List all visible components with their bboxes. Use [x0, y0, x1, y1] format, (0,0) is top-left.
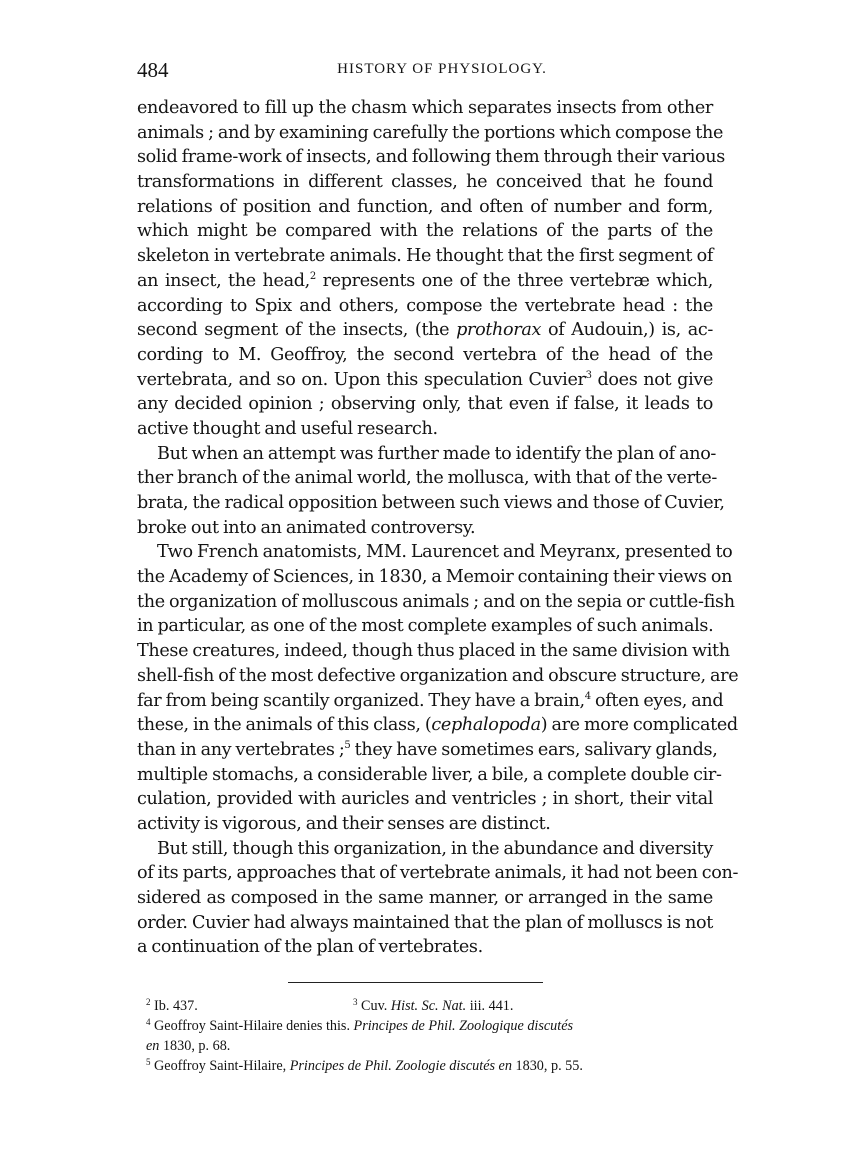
running-head: HISTORY OF PHYSIOLOGY.: [337, 61, 547, 77]
text-line: Two French anatomists, MM. Laurencet and Meyranx, presented to: [157, 542, 733, 563]
text-line: any decided opinion ; observing only, that even if false, it leads to: [137, 394, 713, 415]
footnote-divider: [288, 982, 543, 983]
text-line: order. Cuvier had always maintained that the plan of molluscs is not: [137, 912, 713, 933]
footnote-4-continued: en 1830, p. 68.: [146, 1038, 231, 1054]
footnote-ref: 3: [585, 369, 592, 381]
text-line: broke out into an animated controversy.: [137, 517, 476, 538]
page-header: [137, 58, 713, 84]
footnote-5: $^5$ Geoffroy Saint-Hilaire, Principes de Phil. Zoologie discutés en 1830, p. 55.: [146, 1057, 583, 1074]
footnote-ref: 5: [344, 739, 351, 751]
text-line: second segment of the insects, (the prothorax of Audouin,) is, ac-: [137, 320, 713, 341]
footnote-ref: 2: [309, 270, 316, 282]
text-line: according to Spix and others, compose the vertebrate head : the: [137, 295, 713, 316]
text-line: vertebrata, and so on. Upon this speculation Cuvier$^3$ does not give: [137, 369, 713, 390]
text-line: But still, though this organization, in the abundance and diversity: [157, 838, 713, 859]
text-line: of its parts, approaches that of vertebrate animals, it had not been con-: [137, 863, 739, 884]
text-line: But when an attempt was further made to identify the plan of ano-: [157, 443, 717, 464]
page-number: 484: [137, 58, 169, 82]
text-line: which might be compared with the relations of the parts of the: [137, 221, 713, 242]
footnote-ref: 4: [584, 690, 591, 702]
text-line: culation, provided with auricles and ventricles ; in short, their vital: [137, 789, 713, 810]
italic-term: cephalopoda: [431, 715, 541, 736]
footnote-3: $^3$ Cuv. Hist. Sc. Nat. iii. 441.: [353, 997, 514, 1014]
text-line: in particular, as one of the most complete examples of such animals.: [137, 616, 714, 637]
body-text: [137, 96, 739, 960]
text-line: sidered as composed in the same manner, or arranged in the same: [137, 888, 713, 908]
text-line: ther branch of the animal world, the mollusca, with that of the verte-: [137, 468, 718, 489]
italic-term: prothorax: [456, 320, 542, 341]
text-line: the organization of molluscous animals ; and on the sepia or cuttle-fish: [137, 591, 735, 612]
text-line: activity is vigorous, and their senses are distinct.: [137, 813, 551, 834]
footnotes: [146, 996, 696, 1076]
text-line: an insect, the head,$^2$ represents one of the three vertebræ which,: [137, 270, 713, 291]
footnote-2: $^2$ Ib. 437.: [146, 997, 198, 1014]
text-line: solid frame-work of insects, and following them through their various: [137, 147, 725, 168]
text-line: far from being scantily organized. They have a brain,$^4$ often eyes, and: [137, 690, 724, 711]
text-line: animals ; and by examining carefully the portions which compose the: [137, 122, 724, 143]
text-line: multiple stomachs, a considerable liver, a bile, a complete double cir-: [137, 764, 722, 785]
text-line: these, in the animals of this class, (cephalopoda) are more complicated: [137, 715, 738, 736]
text-line: a continuation of the plan of vertebrates.: [137, 937, 483, 958]
text-line: the Academy of Sciences, in 1830, a Memoir containing their views on: [137, 567, 733, 588]
text-line: relations of position and function, and often of number and form,: [137, 196, 713, 217]
text-line: active thought and useful research.: [137, 418, 438, 439]
text-line: than in any vertebrates ;$^5$ they have sometimes ears, salivary glands,: [137, 739, 718, 760]
footnote-row: [146, 996, 696, 1016]
text-line: These creatures, indeed, though thus placed in the same division with: [137, 641, 730, 662]
text-line: brata, the radical opposition between such views and those of Cuvier,: [137, 493, 725, 513]
text-line: transformations in different classes, he conceived that he found: [137, 172, 713, 193]
text-line: endeavored to fill up the chasm which separates insects from other: [137, 98, 713, 118]
text-line: skeleton in vertebrate animals. He thought that the first segment of: [137, 246, 713, 267]
footnote-4: $^4$ Geoffroy Saint-Hilaire denies this. Principes de Phil. Zoologique discutés: [146, 1017, 574, 1034]
text-line: cording to M. Geoffroy, the second vertebra of the head of the: [137, 344, 713, 365]
text-line: shell-fish of the most defective organization and obscure structure, are: [137, 665, 739, 686]
